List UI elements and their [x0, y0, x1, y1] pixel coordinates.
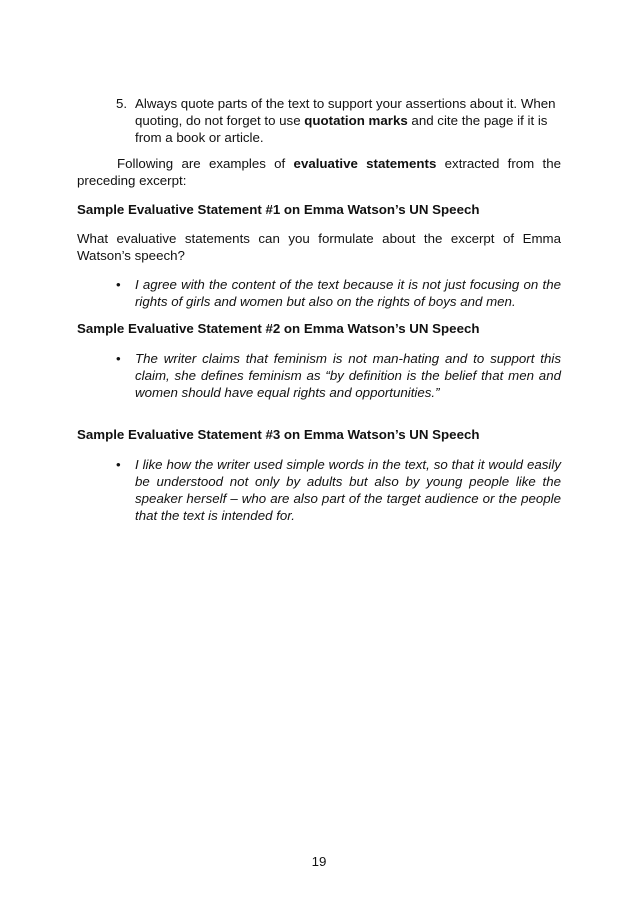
- item-text-start: Always quote parts of the text to support your assertions about it. When quoting, do not forget to use: [135, 96, 556, 128]
- bullet-symbol: •: [116, 457, 121, 472]
- page-number: 19: [311, 854, 327, 869]
- sample-2-heading: Sample Evaluative Statement #2 on Emma Watson’s UN Speech: [77, 321, 480, 336]
- intro-text-start: Following are examples of: [117, 156, 294, 171]
- sample-3-heading: Sample Evaluative Statement #3 on Emma Watson’s UN Speech: [77, 427, 480, 442]
- sample-1-bullet: [116, 276, 561, 310]
- sample-3-bullet: [116, 456, 561, 524]
- item-text-bold: quotation marks: [304, 113, 408, 128]
- sample-2-bullet: [116, 350, 561, 401]
- sample-1-heading: Sample Evaluative Statement #1 on Emma Watson’s UN Speech: [77, 202, 480, 217]
- item-number: 5.: [116, 96, 128, 111]
- numbered-item-5: [116, 95, 566, 146]
- item-text: [135, 95, 566, 146]
- bullet-symbol: •: [116, 351, 121, 366]
- bullet-text: The writer claims that feminism is not man-hating and to support this claim, she defines feminism as “by definition is the belief that men and women should have equal rights and opportunities.”: [135, 351, 561, 400]
- bullet-symbol: •: [116, 277, 121, 292]
- bullet-text: I agree with the content of the text because it is not just focusing on the rights of girls and women but also on the rights of boys and men.: [135, 277, 561, 309]
- sample-1-question: What evaluative statements can you formulate about the excerpt of Emma Watson’s speech?: [77, 231, 561, 263]
- bullet-text: I like how the writer used simple words in the text, so that it would easily be understood not only by adults but also by young people like the speaker herself – who are also part of the target audience or the people that the text is intended for.: [135, 457, 561, 523]
- intro-paragraph: [77, 155, 561, 189]
- intro-text-bold: evaluative statements: [293, 156, 437, 171]
- intro-text-end: extracted from the preceding excerpt:: [77, 156, 561, 188]
- item-text-end: and cite the page if it is from a book or article.: [135, 113, 548, 145]
